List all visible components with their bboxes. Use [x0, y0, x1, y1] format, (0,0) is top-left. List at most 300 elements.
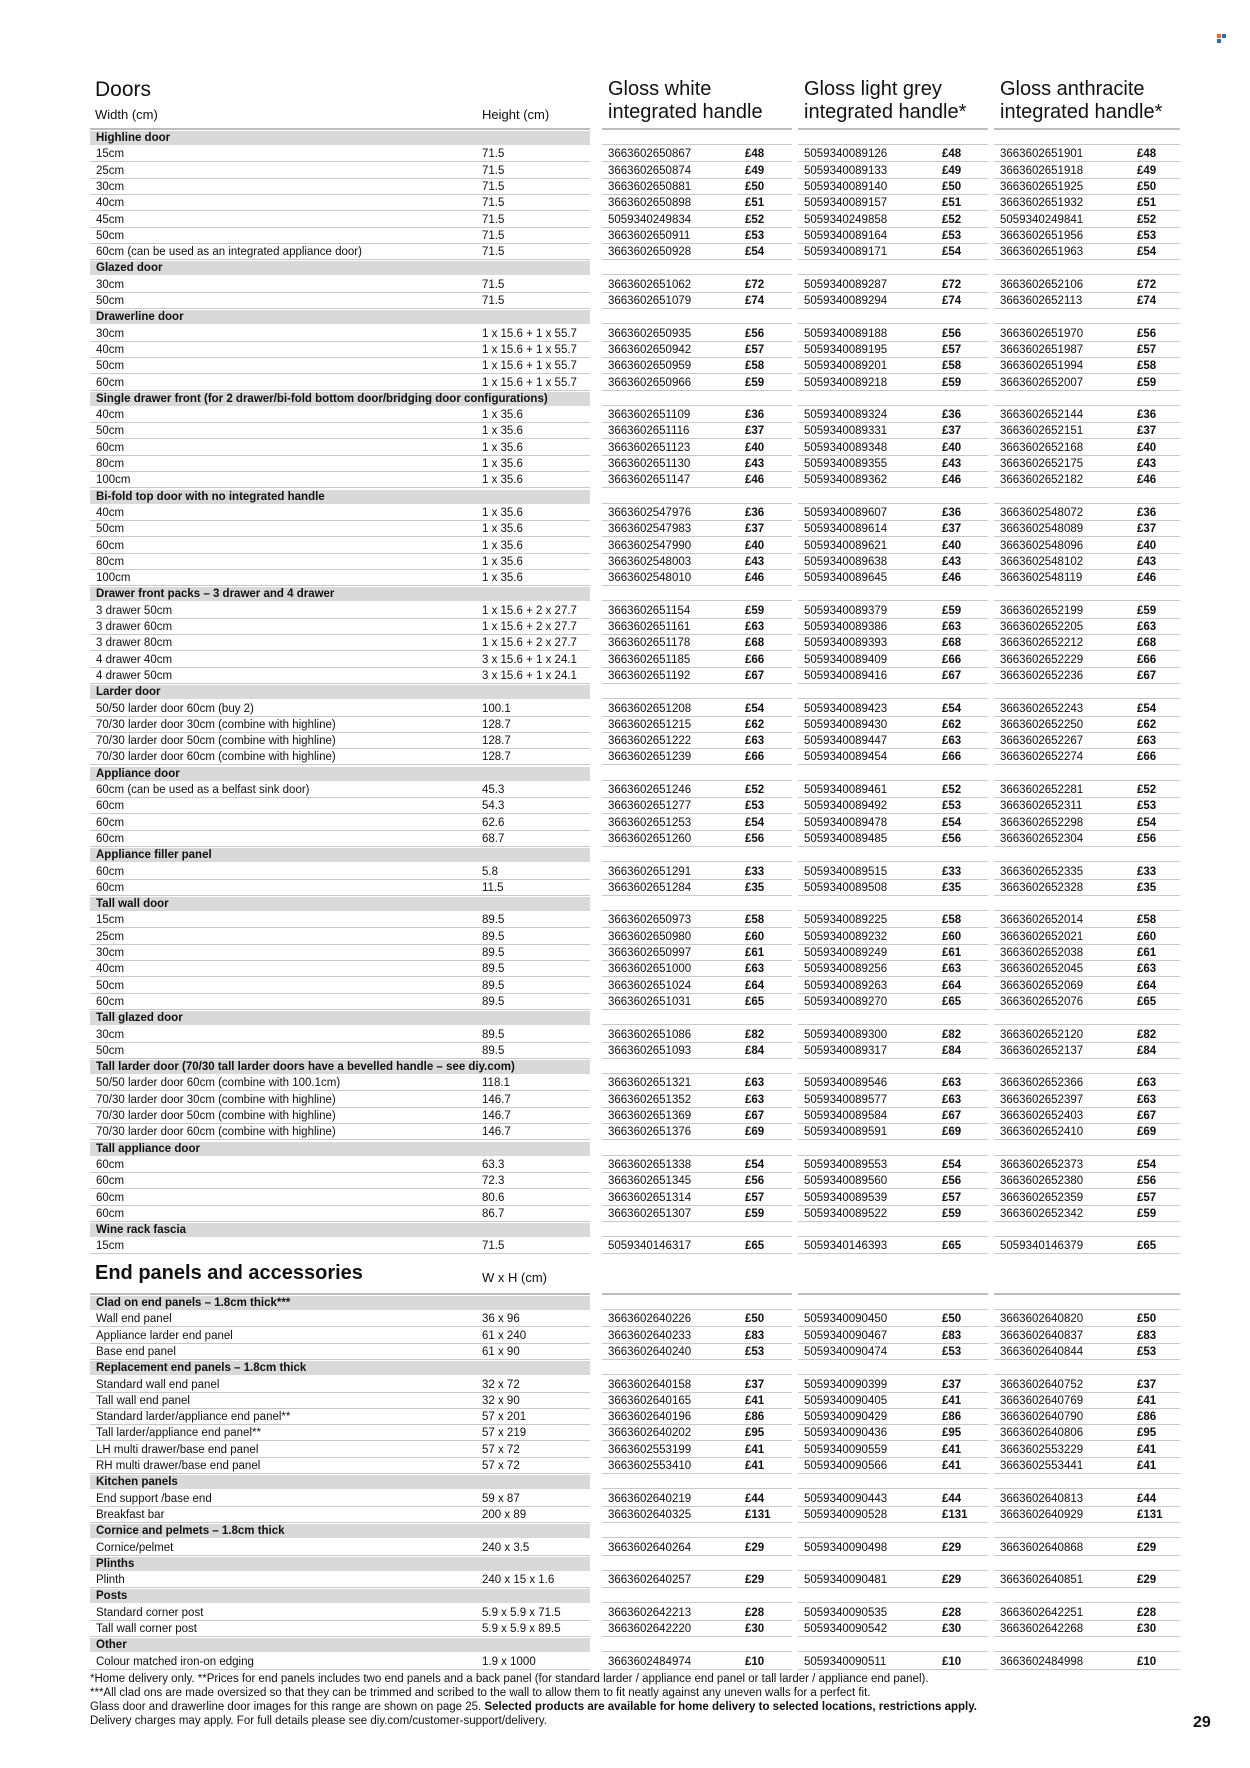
row-product-code: 5059340249834 — [608, 213, 692, 226]
row-rule — [90, 1555, 590, 1556]
row-product-code: 3663602650966 — [608, 376, 692, 389]
row-product-code: 3663602652168 — [1000, 441, 1084, 454]
row-rule — [90, 1172, 590, 1173]
row-product-code: 5059340089232 — [804, 930, 888, 943]
row-size: 1 x 35.6 — [482, 572, 523, 585]
row-product-code: 3663602651345 — [608, 1175, 692, 1188]
row-price: £67 — [942, 669, 962, 682]
row-price: £59 — [942, 376, 962, 389]
row-product-code: 3663602640233 — [608, 1329, 692, 1342]
row-rule — [994, 1636, 1180, 1637]
row-size: 57 x 219 — [482, 1427, 527, 1440]
row-price: £82 — [942, 1028, 962, 1041]
row-product-code: 5059340089348 — [804, 441, 888, 454]
row-product-code: 5059340089386 — [804, 621, 888, 633]
row-price: £60 — [942, 930, 962, 943]
row-rule — [994, 455, 1180, 456]
row-price: £62 — [1137, 718, 1157, 731]
row-label: Wall end panel — [96, 1313, 172, 1326]
row-rule — [994, 357, 1180, 358]
row-price: £69 — [942, 1126, 962, 1139]
row-product-code: 5059340089485 — [804, 832, 888, 845]
row-label: Standard corner post — [96, 1606, 204, 1619]
row-size: 89.5 — [482, 1028, 505, 1041]
row-size: 1 x 35.6 — [482, 539, 523, 552]
row-rule — [602, 585, 792, 586]
row-size: 89.5 — [482, 930, 505, 943]
row-product-code: 3663602651307 — [608, 1207, 692, 1220]
row-rule — [90, 732, 590, 733]
row-rule — [602, 732, 792, 733]
section-rule — [602, 600, 792, 601]
row-product-code: 3663602548010 — [608, 572, 692, 585]
row-price: £53 — [1137, 800, 1157, 813]
row-price: £33 — [942, 865, 962, 878]
row-size: 146.7 — [482, 1093, 511, 1106]
section-rule — [798, 1236, 988, 1237]
row-label: 60cm — [96, 800, 125, 813]
row-rule — [602, 357, 792, 358]
row-rule — [994, 487, 1180, 488]
row-label: 40cm — [96, 963, 125, 976]
row-rule — [90, 927, 590, 928]
column-top-rule — [798, 1293, 988, 1295]
row-price: £49 — [1137, 164, 1157, 177]
row-rule — [798, 879, 988, 880]
section-rule — [798, 1602, 988, 1603]
section-header — [90, 1361, 590, 1375]
row-rule — [994, 1620, 1180, 1621]
row-label: LH multi drawer/base end panel — [96, 1443, 259, 1456]
row-product-code: 3663602642251 — [1000, 1606, 1084, 1619]
brand-logo — [1217, 34, 1227, 44]
row-product-code: 5059340089164 — [804, 229, 888, 242]
row-rule — [994, 341, 1180, 342]
row-rule — [90, 1506, 590, 1507]
section-title: Appliance filler panel — [96, 849, 212, 862]
row-rule — [994, 210, 1180, 211]
row-rule — [602, 390, 792, 391]
section-header — [90, 767, 590, 781]
section-rule — [602, 1024, 792, 1025]
section-rule — [994, 1309, 1180, 1310]
row-rule — [798, 455, 988, 456]
row-label: 3 drawer 50cm — [96, 604, 173, 617]
row-product-code: 3663602651321 — [608, 1077, 692, 1090]
row-rule — [90, 194, 590, 195]
row-price: £41 — [942, 1460, 962, 1472]
row-label: 30cm — [96, 327, 125, 340]
row-rule — [602, 161, 792, 162]
row-rule — [602, 634, 792, 635]
row-rule — [994, 797, 1180, 798]
row-size: 89.5 — [482, 1044, 505, 1057]
section-rule — [798, 274, 988, 275]
row-price: £57 — [745, 1191, 765, 1204]
row-rule — [994, 748, 1180, 749]
row-size: 57 x 72 — [482, 1460, 520, 1472]
row-rule — [994, 667, 1180, 668]
row-price: £66 — [1137, 751, 1157, 764]
row-label: 15cm — [96, 914, 125, 927]
row-product-code: 3663602651093 — [608, 1044, 692, 1057]
row-rule — [90, 1343, 590, 1344]
row-rule — [602, 846, 792, 847]
row-product-code: 3663602650928 — [608, 246, 692, 259]
row-size: 71.5 — [482, 278, 505, 291]
row-rule — [602, 1188, 792, 1189]
row-product-code: 3663602651215 — [608, 718, 692, 731]
row-product-code: 5059340090542 — [804, 1623, 888, 1635]
row-rule — [602, 1172, 792, 1173]
row-rule — [994, 634, 1180, 635]
row-rule — [994, 1188, 1180, 1189]
row-rule — [798, 976, 988, 977]
row-rule — [602, 438, 792, 439]
section-rule — [602, 1374, 792, 1375]
row-product-code: 3663602652007 — [1000, 376, 1084, 389]
row-label: End support /base end — [96, 1492, 212, 1505]
row-price: £46 — [745, 474, 765, 487]
footnote-4: Delivery charges may apply. For full details please see diy.com/customer-support/delivery. — [90, 1715, 547, 1727]
row-price: £46 — [1137, 474, 1157, 487]
row-rule — [602, 1473, 792, 1474]
row-price: £54 — [745, 816, 765, 829]
row-label: Colour matched iron-on edging — [96, 1655, 254, 1668]
row-product-code: 5059340089171 — [804, 246, 888, 259]
row-price: £28 — [1137, 1606, 1157, 1619]
row-rule — [602, 813, 792, 814]
row-size: 146.7 — [482, 1126, 511, 1139]
row-product-code: 3663602640752 — [1000, 1378, 1084, 1391]
row-price: £30 — [1137, 1623, 1157, 1635]
row-rule — [798, 1440, 988, 1441]
section-header — [90, 1296, 590, 1310]
row-price: £69 — [1137, 1126, 1157, 1139]
row-product-code: 5059340090498 — [804, 1541, 888, 1554]
row-product-code: 3663602553410 — [608, 1460, 692, 1472]
row-rule — [798, 243, 988, 244]
row-rule — [798, 341, 988, 342]
row-price: £56 — [942, 327, 962, 340]
row-product-code: 3663602652144 — [1000, 409, 1084, 422]
row-price: £10 — [745, 1655, 765, 1668]
row-rule — [602, 748, 792, 749]
row-product-code: 5059340090443 — [804, 1492, 888, 1505]
row-size: 71.5 — [482, 180, 505, 193]
row-product-code: 3663602640226 — [608, 1313, 692, 1326]
row-rule — [602, 1326, 792, 1327]
row-product-code: 5059340089300 — [804, 1028, 888, 1041]
row-label: Tall wall end panel — [96, 1394, 190, 1407]
row-label: 50cm — [96, 360, 125, 373]
row-rule — [994, 1172, 1180, 1173]
row-size: 89.5 — [482, 995, 505, 1008]
row-rule — [90, 993, 590, 994]
row-rule — [90, 667, 590, 668]
row-price: £83 — [942, 1329, 962, 1342]
row-product-code: 5059340090405 — [804, 1394, 888, 1407]
row-price: £86 — [942, 1411, 962, 1424]
row-product-code: 3663602640820 — [1000, 1313, 1084, 1326]
row-rule — [90, 553, 590, 554]
row-price: £56 — [942, 1175, 962, 1188]
row-size: 118.1 — [482, 1077, 510, 1090]
row-rule — [994, 178, 1180, 179]
row-rule — [798, 1424, 988, 1425]
row-rule — [90, 292, 590, 293]
row-rule — [994, 1139, 1180, 1140]
row-price: £51 — [1137, 197, 1157, 210]
row-product-code: 5059340089522 — [804, 1207, 888, 1220]
row-label: 60cm — [96, 995, 125, 1008]
row-rule — [90, 373, 590, 374]
row-price: £68 — [745, 637, 765, 650]
row-product-code: 3663602642220 — [608, 1623, 692, 1635]
section-rule — [602, 274, 792, 275]
row-product-code: 5059340090436 — [804, 1427, 888, 1440]
row-rule — [90, 569, 590, 570]
section-title: Tall glazed door — [96, 1012, 183, 1025]
row-product-code: 3663602547983 — [608, 523, 692, 536]
row-rule — [994, 1090, 1180, 1091]
row-product-code: 3663602651000 — [608, 963, 692, 976]
row-label: 60cm — [96, 441, 125, 454]
row-label: Plinth — [96, 1574, 125, 1587]
row-product-code: 3663602651352 — [608, 1093, 692, 1106]
section-title: Tall larder door (70/30 tall larder doors have a bevelled handle – see diy.com) — [96, 1061, 515, 1074]
row-rule — [602, 683, 792, 684]
row-rule — [602, 1555, 792, 1556]
row-price: £56 — [745, 832, 765, 845]
row-product-code: 3663602651369 — [608, 1110, 692, 1122]
row-label: RH multi drawer/base end panel — [96, 1460, 261, 1472]
row-rule — [994, 944, 1180, 945]
row-price: £43 — [942, 458, 962, 470]
row-price: £64 — [745, 979, 765, 992]
row-product-code: 5059340249858 — [804, 213, 888, 226]
row-size: 200 x 89 — [482, 1508, 527, 1521]
row-price: £41 — [1137, 1460, 1157, 1472]
section-title: Clad on end panels – 1.8cm thick*** — [96, 1297, 291, 1309]
row-price: £50 — [1137, 1313, 1157, 1326]
section-rule — [994, 1537, 1180, 1538]
row-size: 71.5 — [482, 246, 505, 259]
row-rule — [994, 1042, 1180, 1043]
row-rule — [602, 1009, 792, 1010]
row-rule — [602, 944, 792, 945]
row-price: £53 — [745, 800, 765, 813]
row-label: 25cm — [96, 164, 125, 177]
row-product-code: 3663602640813 — [1000, 1492, 1084, 1505]
section-rule — [994, 323, 1180, 324]
row-price: £41 — [745, 1460, 765, 1472]
row-rule — [90, 1123, 590, 1124]
row-product-code: 3663602652335 — [1000, 865, 1084, 878]
row-product-code: 3663602640929 — [1000, 1508, 1084, 1521]
row-price: £72 — [942, 278, 962, 291]
row-product-code: 5059340090481 — [804, 1574, 888, 1587]
row-rule — [798, 764, 988, 765]
row-product-code: 5059340146393 — [804, 1240, 888, 1253]
row-rule — [994, 879, 1180, 880]
row-rule — [90, 422, 590, 423]
row-price: £29 — [1137, 1541, 1157, 1554]
row-size: 71.5 — [482, 1240, 505, 1253]
row-price: £52 — [942, 213, 962, 226]
row-product-code: 3663602652113 — [1000, 295, 1083, 307]
row-rule — [602, 1253, 792, 1254]
row-product-code: 5059340089584 — [804, 1110, 888, 1122]
row-rule — [602, 1587, 792, 1588]
section-rule — [994, 1073, 1180, 1074]
row-rule — [90, 960, 590, 961]
section-rule — [602, 144, 792, 145]
row-price: £54 — [1137, 246, 1157, 259]
row-rule — [602, 1058, 792, 1059]
row-size: 3 x 15.6 + 1 x 24.1 — [482, 669, 577, 682]
row-product-code: 5059340089287 — [804, 278, 888, 291]
section-rule — [602, 1073, 792, 1074]
row-size: 57 x 72 — [482, 1443, 520, 1456]
row-product-code: 3663602651970 — [1000, 327, 1084, 340]
row-product-code: 5059340090429 — [804, 1411, 888, 1424]
row-price: £83 — [1137, 1329, 1157, 1342]
section-rule — [994, 698, 1180, 699]
row-product-code: 3663602652380 — [1000, 1175, 1084, 1188]
column-top-rule — [90, 128, 590, 130]
row-product-code: 3663602651222 — [608, 735, 692, 748]
row-price: £54 — [942, 246, 962, 259]
row-price: £84 — [1137, 1044, 1157, 1057]
row-price: £63 — [942, 621, 962, 633]
section-header — [90, 1060, 590, 1074]
row-rule — [90, 683, 590, 684]
row-rule — [798, 422, 988, 423]
row-rule — [602, 1107, 792, 1108]
section-rule — [798, 1155, 988, 1156]
row-price: £41 — [745, 1443, 765, 1456]
row-rule — [798, 634, 988, 635]
row-price: £65 — [1137, 1240, 1157, 1253]
row-rule — [602, 993, 792, 994]
row-price: £53 — [1137, 229, 1157, 242]
row-rule — [90, 585, 590, 586]
row-size: 71.5 — [482, 148, 505, 161]
row-rule — [994, 1555, 1180, 1556]
row-size: 5.8 — [482, 865, 498, 878]
row-product-code: 3663602651994 — [1000, 360, 1084, 373]
row-product-code: 3663602548003 — [608, 555, 692, 568]
row-price: £95 — [1137, 1427, 1157, 1440]
row-label: Tall wall corner post — [96, 1623, 197, 1635]
row-rule — [90, 536, 590, 537]
row-label: 50cm — [96, 229, 125, 242]
row-price: £131 — [745, 1508, 771, 1521]
row-rule — [994, 438, 1180, 439]
row-label: 70/30 larder door 30cm (combine with highline) — [96, 718, 336, 731]
section-title: Replacement end panels – 1.8cm thick — [96, 1362, 307, 1375]
row-label: 50/50 larder door 60cm (combine with 100.1cm) — [96, 1077, 341, 1090]
row-product-code: 5059340089645 — [804, 572, 888, 585]
row-product-code: 5059340089430 — [804, 718, 888, 731]
row-rule — [602, 536, 792, 537]
row-price: £52 — [745, 213, 765, 226]
section-rule — [602, 910, 792, 911]
row-size: 128.7 — [482, 718, 511, 731]
section-rule — [602, 861, 792, 862]
section-rule — [994, 600, 1180, 601]
row-size: 1 x 35.6 — [482, 425, 523, 438]
row-price: £53 — [1137, 1345, 1157, 1358]
section-header — [90, 261, 590, 275]
row-price: £50 — [745, 1313, 765, 1326]
row-rule — [798, 1359, 988, 1360]
row-rule — [90, 830, 590, 831]
row-price: £63 — [1137, 1093, 1157, 1106]
row-rule — [90, 227, 590, 228]
row-price: £30 — [942, 1623, 962, 1635]
row-price: £67 — [745, 669, 765, 682]
row-product-code: 3663602650874 — [608, 164, 692, 177]
row-product-code: 3663602651987 — [1000, 343, 1084, 356]
row-product-code: 5059340090528 — [804, 1508, 888, 1521]
row-rule — [798, 944, 988, 945]
row-rule — [994, 161, 1180, 162]
row-rule — [798, 813, 988, 814]
row-product-code: 5059340089294 — [804, 295, 888, 307]
row-rule — [994, 1587, 1180, 1588]
row-size: 1 x 35.6 — [482, 409, 523, 422]
row-rule — [602, 1090, 792, 1091]
row-rule — [798, 797, 988, 798]
row-price: £10 — [1137, 1655, 1157, 1668]
row-product-code: 3663602651178 — [608, 637, 691, 650]
footnote-2: ***All clad ons are made oversized so that they can be trimmed and scribed to the wall to allow them to fit neatly against any uneven walls for a perfect fit. — [90, 1687, 871, 1699]
row-product-code: 5059340089515 — [804, 865, 888, 878]
section-rule — [798, 1073, 988, 1074]
row-price: £33 — [745, 865, 765, 878]
row-rule — [994, 650, 1180, 651]
row-label: Cornice/pelmet — [96, 1541, 174, 1554]
section-rule — [798, 1537, 988, 1538]
row-product-code: 3663602642268 — [1000, 1623, 1084, 1635]
row-product-code: 3663602652120 — [1000, 1028, 1084, 1041]
row-label: Appliance larder end panel — [96, 1329, 233, 1342]
footnote-1: *Home delivery only. **Prices for end panels includes two end panels and a back panel (for standard larder / appliance end panel or tall larder / appliance end panel). — [90, 1673, 929, 1685]
row-product-code: 5059340089560 — [804, 1175, 888, 1188]
row-product-code: 5059340089249 — [804, 947, 888, 959]
section-rule — [798, 323, 988, 324]
row-product-code: 5059340089638 — [804, 555, 888, 568]
row-price: £58 — [1137, 914, 1157, 927]
row-label: 50cm — [96, 523, 125, 536]
row-rule — [602, 1392, 792, 1393]
row-product-code: 5059340089614 — [804, 523, 888, 536]
section-title: Cornice and pelmets – 1.8cm thick — [96, 1525, 285, 1538]
row-price: £62 — [745, 718, 765, 731]
row-size: 3 x 15.6 + 1 x 24.1 — [482, 653, 577, 666]
section-title: Kitchen panels — [96, 1476, 178, 1489]
row-rule — [90, 308, 590, 309]
row-label: 15cm — [96, 148, 125, 161]
row-product-code: 3663602640264 — [608, 1541, 692, 1554]
row-rule — [90, 1221, 590, 1222]
row-rule — [602, 194, 792, 195]
row-label: 70/30 larder door 30cm (combine with highline) — [96, 1093, 336, 1106]
row-product-code: 3663602640790 — [1000, 1411, 1084, 1424]
row-price: £131 — [942, 1508, 968, 1521]
